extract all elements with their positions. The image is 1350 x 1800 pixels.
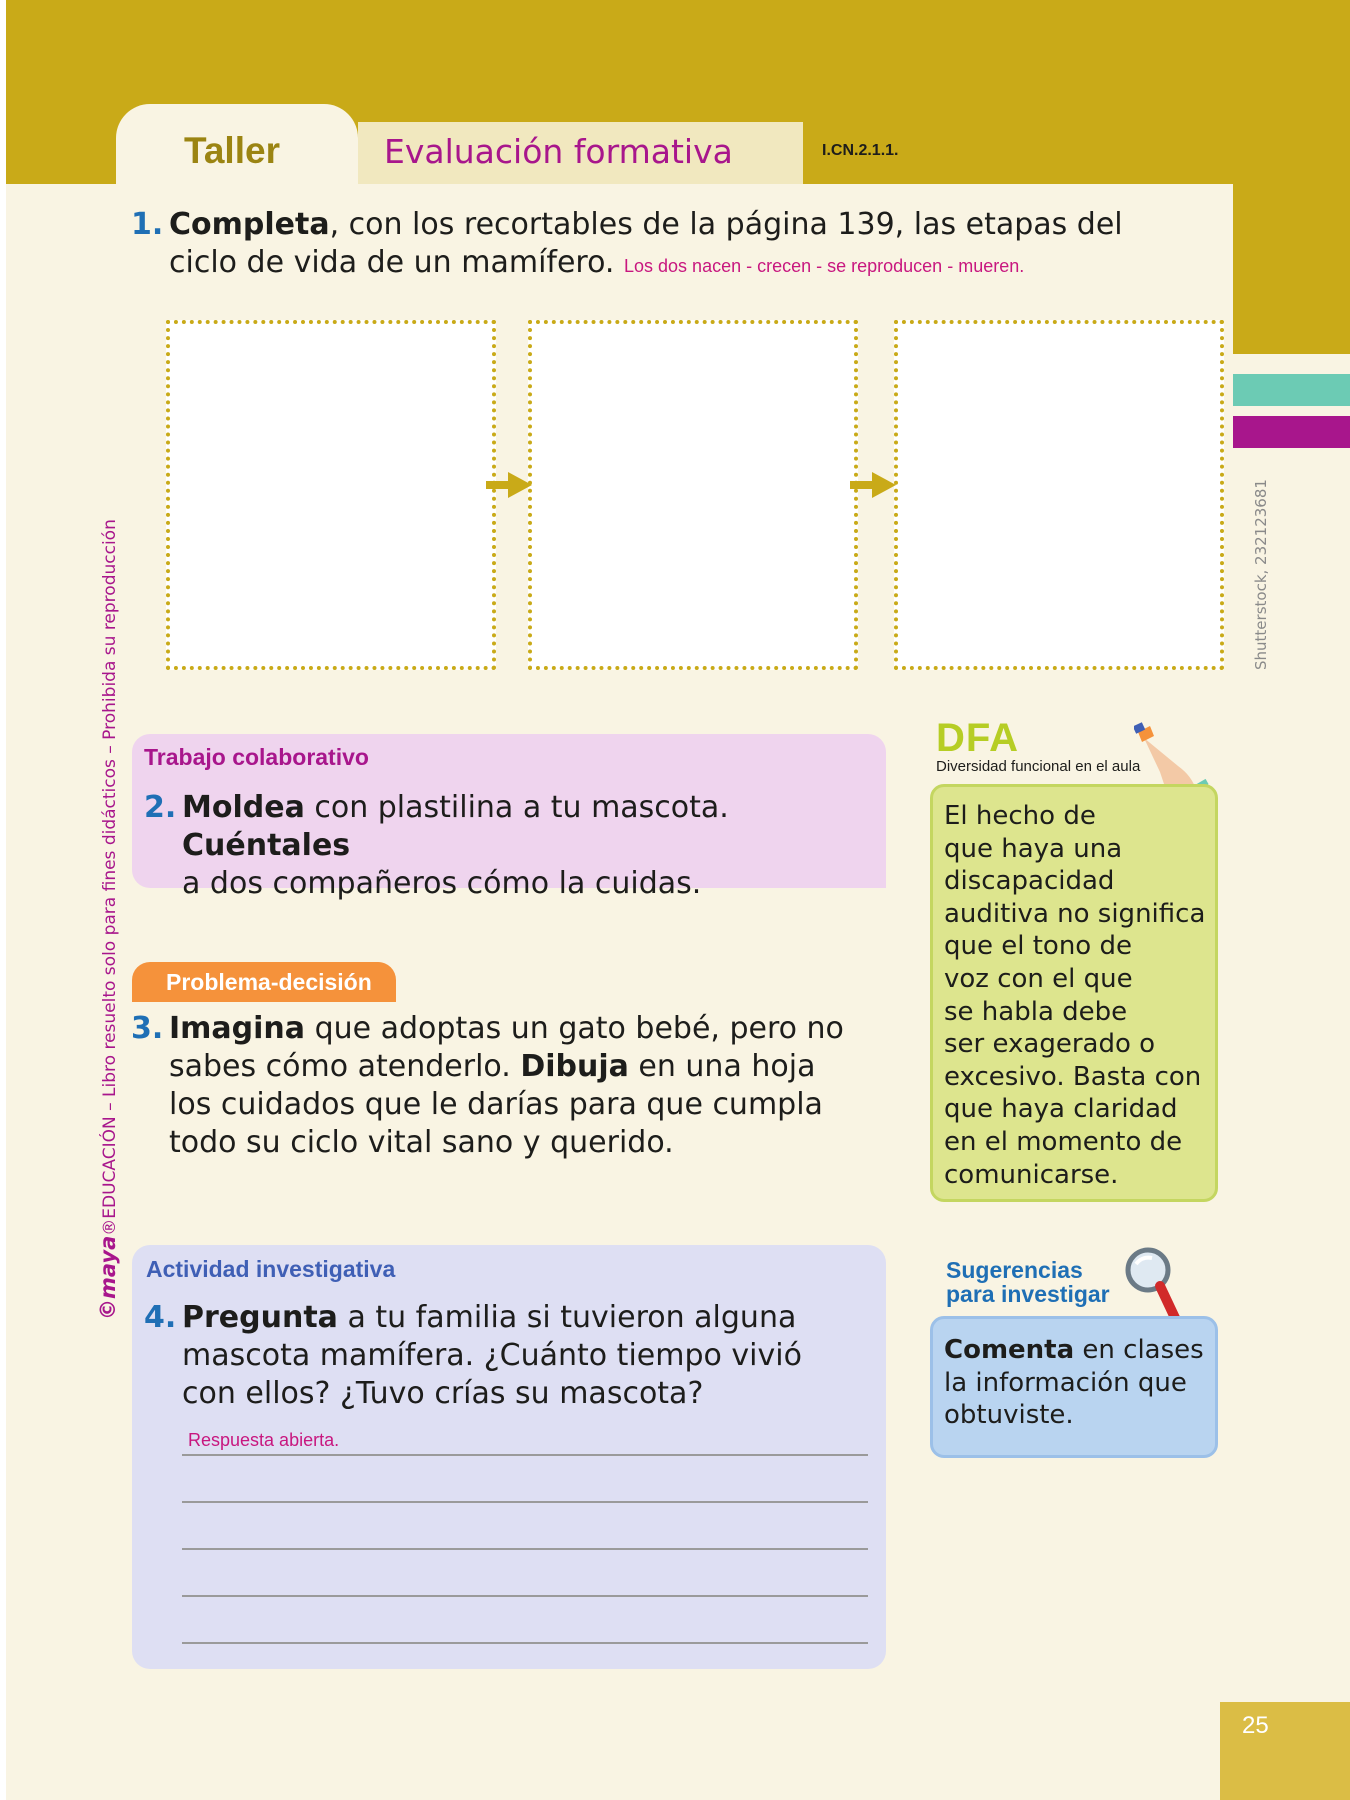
question-1-line-2 [169,244,1189,285]
question-3 [131,1010,889,1162]
arrow-right-icon [486,472,532,498]
cutout-box-1[interactable] [166,320,496,670]
question-4-text-1: a tu familia si tuvieron alguna [337,1300,797,1335]
question-3-line-3: los cuidados que le darías para que cumpla [169,1087,823,1122]
question-4 [144,1299,882,1413]
question-2-verb-1: Moldea [182,790,305,825]
teal-stripe [1233,374,1350,406]
tab-taller-label: Taller [184,130,280,171]
dfa-line: comunicarse. [944,1159,1119,1190]
question-2-number: 2. [144,790,177,825]
cutout-box-3[interactable] [894,320,1224,670]
question-1-text-1: , con los recortables de la página 139, las etapas del [329,207,1123,242]
suggestions-line-3: obtuviste. [944,1400,1074,1431]
dfa-line: discapacidad [944,866,1115,897]
dfa-note-text [944,800,1214,1191]
suggestions-text [944,1334,1214,1432]
question-3-text-2a: sabes cómo atenderlo. [169,1049,521,1084]
answer-line[interactable] [182,1454,868,1456]
tab-evaluacion [358,122,803,184]
tab-evaluacion-label: Evaluación formativa [384,132,733,171]
tab-taller [116,104,358,184]
question-2-line-2: a dos compañeros cómo la cuidas. [182,866,702,901]
image-credit: Shutterstock, 232123681 [1252,479,1270,670]
page-number: 25 [1242,1712,1269,1739]
question-2 [144,789,882,903]
investigative-label: Actividad investigativa [146,1256,396,1282]
dfa-title: DFA [936,716,1019,760]
suggestions-title-line-2: para investigar [946,1281,1110,1307]
question-4-line-1 [182,1299,882,1337]
suggestions-text-1: en clases [1074,1335,1204,1365]
page-number-box [1220,1702,1350,1800]
cutout-box-2[interactable] [528,320,858,670]
dfa-line: en el momento de [944,1126,1183,1157]
dfa-subtitle: Diversidad funcional en el aula [936,758,1141,775]
question-4-line-2: mascota mamífera. ¿Cuánto tiempo vivió [182,1338,802,1373]
question-3-line-2 [169,1048,889,1086]
problem-decision-badge [132,962,396,1002]
question-3-line-1 [169,1010,889,1048]
question-4-number: 4. [144,1300,177,1335]
dfa-line: que haya una [944,833,1123,864]
indicator-code: I.CN.2.1.1. [822,142,899,159]
answer-line[interactable] [182,1501,868,1503]
question-3-verb-1: Imagina [169,1011,306,1046]
magenta-stripe [1233,416,1350,448]
dfa-line: que haya claridad [944,1094,1178,1125]
question-3-number: 3. [131,1011,164,1046]
dfa-line: ser exagerado o [944,1029,1156,1060]
question-3-text-1: que adoptas un gato bebé, pero no [305,1011,844,1046]
suggestions-title [946,1258,1110,1306]
side-credit-text: ®EDUCACIÓN – Libro resuelto solo para fines didácticos – Prohibida su reproducción [100,519,120,1236]
question-1-number: 1. [131,207,164,242]
dfa-line: auditiva no significa [944,898,1206,929]
answer-line[interactable] [182,1595,868,1597]
question-2-text-1: con plastilina a tu mascota. [304,790,729,825]
question-4-answer: Respuesta abierta. [188,1430,340,1450]
problem-decision-label: Problema-decisión [166,969,372,995]
dfa-line: voz con el que [944,963,1133,994]
dfa-line: se habla debe [944,996,1128,1027]
question-1-text-2: ciclo de vida de un mamífero. [169,245,615,280]
side-copyright-credit [96,519,120,1320]
arrow-right-icon [850,472,896,498]
maya-logo-text: ©maya [96,1235,120,1320]
question-1 [131,206,1189,285]
question-1-line-1 [169,206,1189,244]
suggestions-title-line-1: Sugerencias [946,1257,1083,1283]
question-3-text-2b: en una hoja [628,1049,816,1084]
answer-line[interactable] [182,1548,868,1550]
suggestions-line-2: la información que [944,1367,1187,1398]
dfa-line: El hecho de [944,801,1096,831]
answer-line[interactable] [182,1642,868,1644]
question-2-verb-2: Cuéntales [182,828,351,863]
question-4-line-3: con ellos? ¿Tuvo crías su mascota? [182,1376,704,1411]
right-edge-band [1233,184,1350,354]
dfa-line: que el tono de [944,931,1132,962]
question-3-line-4: todo su ciclo vital sano y querido. [169,1125,674,1160]
question-1-verb: Completa [169,207,330,242]
collaborative-label: Trabajo colaborativo [144,744,369,770]
question-3-verb-2: Dibuja [520,1049,629,1084]
dfa-line: excesivo. Basta con [944,1061,1202,1092]
suggestions-verb: Comenta [944,1335,1075,1365]
question-1-answer: Los dos nacen - crecen - se reproducen - mueren. [624,256,1025,276]
question-4-verb: Pregunta [182,1300,338,1335]
question-2-line-1 [182,789,882,865]
suggestions-line-1 [944,1334,1214,1367]
